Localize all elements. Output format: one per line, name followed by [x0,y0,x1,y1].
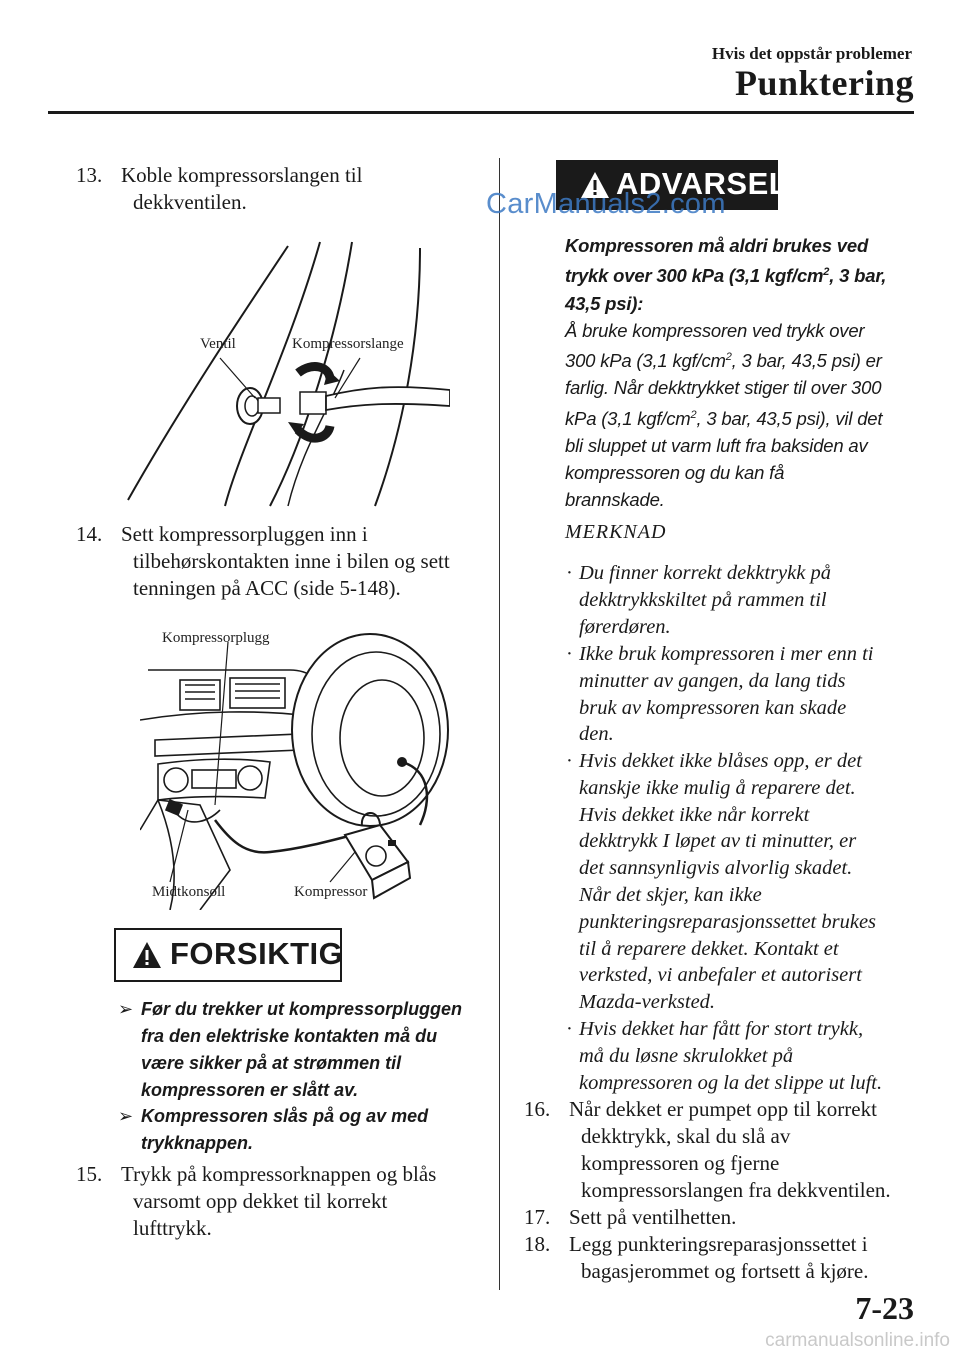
step-14 [76,521,496,602]
step-text: Trykk på kompressorknappen og blås [121,1162,437,1186]
step-text: tenningen på ACC (side 5-148). [133,576,401,600]
caution-sign [114,928,342,982]
label-plug: Kompressorplugg [162,630,270,646]
step-text: tilbehørskontakten inne i bilen og sett [133,549,450,573]
step-text: kompressoren og fjerne [581,1151,780,1175]
step-text: dekktrykk, skal du slå av [581,1124,791,1148]
arrow-bullet-icon: ➢ [118,1106,134,1126]
warning-label: ADVARSEL [616,166,789,201]
warning-line: 43,5 psi): [565,292,644,314]
compressor-console-illustration [140,630,460,910]
step-text: bagasjerommet og fortsett å kjøre. [581,1259,869,1283]
warning-line: Å bruke kompressoren ved trykk over [565,319,865,341]
warning-line: kPa (3,1 kgf/$cm^2$, 3 bar, 43,5 psi), vil det [565,407,883,429]
step-number: 15. [76,1162,103,1186]
step-number: 13. [76,163,103,187]
warning-line: Kompressoren må aldri brukes ved [565,235,869,256]
label-console: Midtkonsoll [152,884,226,900]
caution-text: fra den elektriske kontakten må du [141,1026,438,1046]
step-16 [524,1096,944,1204]
note-title: MERKNAD [565,521,667,543]
arrow-bullet-icon: ➢ [118,999,134,1019]
step-text: Koble kompressorslangen til [121,163,363,187]
figure-valve-hose [120,238,450,508]
step-number: 17. [524,1205,551,1229]
figure-compressor-console [140,630,460,910]
step-text: kompressorslangen fra dekkventilen. [581,1178,891,1202]
warning-line: bli sluppet ut varm luft fra baksiden av [565,434,868,456]
step-number: 16. [524,1097,551,1121]
note-item: · Ikke bruk kompressoren i mer enn ti minutter av gangen, da lang tids bruk av kompressoren kan skade den. [566,643,874,746]
warning-triangle-icon [132,941,162,969]
column-divider [499,158,500,1290]
caution-text: Før du trekker ut kompressorpluggen [141,999,463,1019]
step-number: 14. [76,522,103,546]
step-text: Legg punkteringsreparasjonssettet i [569,1232,868,1256]
step-18 [524,1231,944,1285]
step-13 [76,162,486,216]
step-text: varsomt opp dekket til korrekt [133,1189,388,1213]
step-17 [524,1204,944,1231]
caution-item [118,1103,478,1157]
step-text: Sett kompressorpluggen inn i [121,522,368,546]
warning-line: brannskade. [565,489,665,511]
label-hose: Kompressorslange [292,336,404,352]
bullet-icon: · [566,562,573,584]
bullet-icon: · [566,643,573,665]
header-rule [48,111,914,114]
caution-text: kompressoren er slått av. [141,1080,359,1100]
caution-text: Kompressoren slås på og av med [141,1106,429,1126]
note-item: · Hvis dekket ikke blåses opp, er det kanskje ikke mulig å reparere det. Hvis dekket ikke når korrekt dekktrykk I løpet av ti minutter, er det sannsynligvis alvorlig skadet. Når det skjer, kan ikke punkteringsreparasjonssettet brukes til å reparere dekket. Kontakt et verksted, vi anbefaler et autorisert Mazda-verksted. [566,750,877,1014]
section-title: Hvis det oppstår problemer [711,44,912,63]
label-valve: Ventil [200,336,236,352]
step-text: Når dekket er pumpet opp til korrekt [569,1097,877,1121]
step-15 [76,1161,496,1242]
warning-line: trykk over 300 kPa (3,1 kgf/$cm^2$, 3 bar, [565,265,887,287]
warning-line: 300 kPa (3,1 kgf/$cm^2$, 3 bar, 43,5 psi) er [565,350,882,372]
valve-hose-illustration [120,238,450,508]
note-item: · Du finner korrekt dekktrykk på dekktrykkskiltet på rammen til førerdøren. [566,562,831,638]
caution-item [118,996,478,1104]
bullet-icon: · [566,1018,573,1040]
warning-text [565,232,917,514]
step-text: dekkventilen. [133,190,247,214]
watermark: carmanualsonline.info [765,1330,950,1351]
label-compressor: Kompressor [294,884,368,900]
page-title: Punktering [734,63,914,103]
page-number: 7-23 [855,1290,914,1326]
watermark: CarManuals2.com [486,188,726,220]
step-number: 18. [524,1232,551,1256]
warning-line: kompressoren og du kan få [565,462,785,484]
caution-label: FORSIKTIG [170,936,344,971]
step-text: lufttrykk. [133,1216,212,1240]
caution-text: være sikker på at strømmen til [141,1053,402,1073]
caution-text: trykknappen. [141,1133,254,1153]
bullet-icon: · [566,750,573,772]
warning-line: farlig. Når dekktrykket stiger til over 300 [565,377,882,399]
step-text: Sett på ventilhetten. [569,1205,737,1229]
note-item: · Hvis dekket har fått for stort trykk, må du løsne skrulokket på kompressoren og la det slippe ut luft. [566,1018,883,1094]
